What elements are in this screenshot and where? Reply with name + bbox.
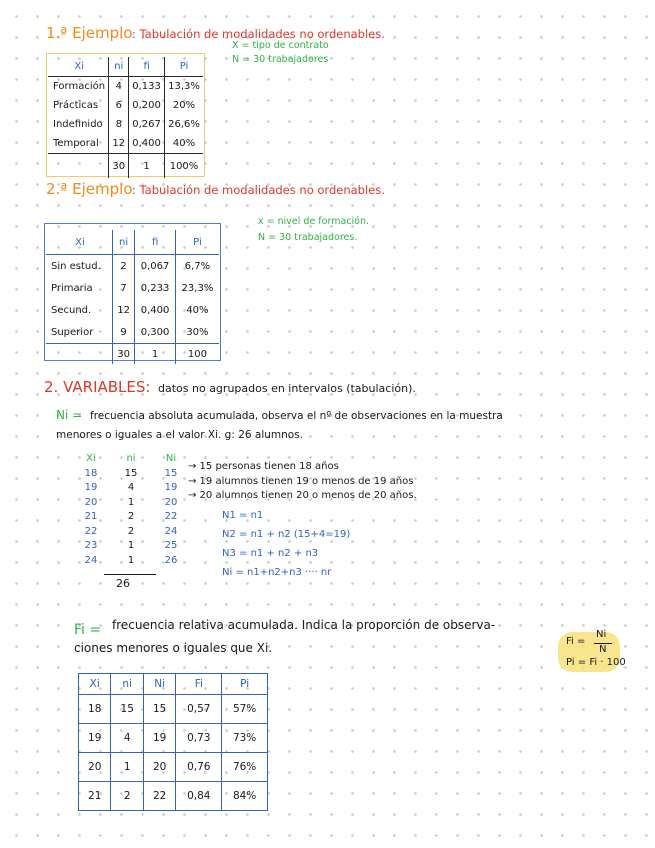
list-item: 24 (164, 525, 178, 537)
col-header: ni (111, 674, 143, 695)
cell: Primaria (46, 277, 112, 299)
table-row (46, 321, 219, 344)
table-total-row (48, 154, 203, 179)
Fi-definition-line1: frecuencia relativa acumulada. Indica la proporción de observa- (112, 618, 496, 632)
cell: 12 (109, 134, 129, 154)
cell: 0,200 (129, 96, 165, 115)
cell: Prácticas (48, 96, 109, 115)
col-header: Fi (176, 674, 222, 695)
table-total-row (46, 344, 219, 365)
cell: 26,6% (168, 119, 200, 130)
cell: 19 (79, 724, 111, 753)
cell: 0,84 (176, 782, 222, 811)
Fi-definition-line2: ciones menores o iguales que Xi. (74, 641, 273, 655)
cell: 76% (222, 753, 268, 782)
list-item: 21 (84, 511, 98, 522)
example2-title-number: 2.ª Ejemplo (46, 180, 133, 198)
cell: Formación (48, 77, 109, 97)
example2-table (46, 230, 219, 364)
cell: 1 (135, 344, 176, 365)
col-header: Pi (165, 57, 204, 77)
cell: Sin estud. (46, 255, 112, 278)
list-col-xi (80, 452, 102, 568)
table-row (48, 115, 203, 134)
formula-line: N3 = n1 + n2 + n3 (222, 548, 319, 559)
cell: Superior (46, 321, 112, 344)
list-item: 22 (164, 511, 178, 522)
cell: 57% (222, 695, 268, 724)
list-item: 19 (164, 482, 178, 493)
col-header: fi (135, 230, 176, 255)
col-header: ni (112, 230, 134, 255)
list-item: 18 (84, 467, 98, 479)
table-row (48, 77, 203, 97)
cell: 1 (111, 753, 143, 782)
table-header-row (79, 674, 268, 695)
list-item: 1 (127, 554, 135, 566)
list-item: 2 (127, 525, 135, 537)
cell: 40% (186, 304, 209, 316)
cell: 15 (143, 695, 175, 724)
col-header: Ni (143, 674, 175, 695)
cell: 8 (109, 115, 129, 134)
list-item: 2 (127, 511, 135, 522)
cell: 21 (79, 782, 111, 811)
col-header: Pi (175, 230, 219, 255)
col-header: Xi (79, 674, 111, 695)
list-col-Ni (160, 452, 182, 568)
col-header: Xi (46, 230, 112, 255)
table-header-row (46, 230, 219, 255)
list-total: 26 (116, 577, 130, 590)
cell: 20 (79, 753, 111, 782)
list-item: 25 (164, 540, 178, 551)
cell: 20 (143, 753, 175, 782)
cell: 0,57 (176, 695, 222, 724)
Pi-formula: Pi = Fi · 100 (566, 657, 626, 668)
table-row (79, 753, 268, 782)
cell: 2 (112, 255, 134, 278)
cell: 0,400 (129, 134, 165, 154)
Ni-definition-line2: menores o iguales a el valor Xi. g: 26 alumnos. (56, 429, 304, 441)
Fi-formula-numerator: Ni (596, 629, 607, 640)
cell: 13,3% (168, 81, 200, 92)
cell: 18 (79, 695, 111, 724)
total-underline (104, 574, 156, 575)
cell: 4 (111, 724, 143, 753)
list-header: Xi (86, 453, 96, 464)
cell: 0,400 (135, 299, 176, 321)
cell: 30% (186, 326, 209, 338)
col-header: ni (109, 57, 129, 77)
list-item: 20 (164, 496, 178, 508)
col-header: Pi (222, 674, 268, 695)
cell: 100 (175, 344, 219, 365)
cell: 73% (222, 724, 268, 753)
cell: 0,76 (176, 753, 222, 782)
example1-note-x: X = tipo de contrato (232, 40, 329, 51)
cumulative-table (78, 673, 268, 811)
table-row (79, 782, 268, 811)
col-header: Xi (48, 57, 109, 77)
table-row (48, 134, 203, 154)
cell: 100% (165, 154, 204, 179)
example2-title: : Tabulación de modalidades no ordenables. (132, 183, 385, 197)
cell (48, 154, 109, 179)
note-line: → 20 alumnos tienen 20 o menos de 20 años. (188, 490, 417, 501)
example1-note-n: N = 30 trabajadores (232, 54, 329, 65)
list-item: 26 (164, 554, 178, 566)
formula-line: N1 = n1 (222, 510, 264, 521)
table-row (46, 277, 219, 299)
section-subtitle: datos no agrupados en intervalos (tabulación). (158, 382, 416, 395)
list-item: 23 (84, 540, 98, 551)
cell: 30 (109, 154, 129, 179)
cell: 30 (112, 344, 134, 365)
table-row (46, 299, 219, 321)
Ni-definition-line1: frecuencia absoluta acumulada, observa el nº de observaciones en la muestra (90, 410, 503, 422)
table-header-row (48, 57, 203, 77)
list-item: 15 (164, 467, 178, 479)
list-item: 1 (127, 540, 135, 551)
table-row (79, 724, 268, 753)
cell: 40% (172, 138, 196, 149)
table-row (79, 695, 268, 724)
table-row (46, 255, 219, 278)
Fi-label: Fi = (74, 622, 102, 638)
Ni-label: Ni = (56, 408, 83, 422)
list-item: 24 (84, 554, 98, 566)
Fi-formula-label: Fi = (566, 636, 586, 647)
cell: 2 (111, 782, 143, 811)
example1-table (48, 57, 203, 178)
cell: Indefinido (48, 115, 109, 134)
cell: 19 (143, 724, 175, 753)
list-item: 19 (84, 482, 98, 493)
cell: 84% (222, 782, 268, 811)
example1-title-number: 1.ª Ejemplo (46, 24, 133, 42)
cell: 23,3% (181, 282, 214, 294)
list-item: 1 (127, 496, 135, 508)
cell: 4 (109, 77, 129, 97)
cell: 0,233 (135, 277, 176, 299)
cell: Secund. (46, 299, 112, 321)
example2-note-n: N = 30 trabajadores. (258, 232, 358, 243)
formula-line: N2 = n1 + n2 (15+4=19) (222, 529, 351, 540)
cell: 20% (172, 100, 196, 111)
note-line: → 15 personas tienen 18 años (188, 461, 339, 472)
cell: 22 (143, 782, 175, 811)
cell: Temporal (48, 134, 109, 154)
example2-note-x: x = nivel de formación. (258, 216, 369, 227)
cell: 9 (112, 321, 134, 344)
cell: 0,300 (135, 321, 176, 344)
cell: 6 (109, 96, 129, 115)
cell: 6,7% (184, 260, 211, 272)
col-header: fi (129, 57, 165, 77)
cell: 15 (111, 695, 143, 724)
cell (46, 344, 112, 365)
cell: 12 (112, 299, 134, 321)
table-row (48, 96, 203, 115)
list-item: 22 (84, 525, 98, 537)
example1-title: : Tabulación de modalidades no ordenables. (132, 27, 385, 41)
note-line: → 19 alumnos tienen 19 o menos de 19 años (188, 476, 414, 487)
cell: 0,133 (129, 77, 165, 97)
cell: 0,067 (135, 255, 176, 278)
list-header: ni (126, 453, 136, 464)
list-item: 20 (84, 496, 98, 508)
list-item: 15 (124, 467, 138, 479)
formula-line: Ni = n1+n2+n3 ···· nr (222, 567, 332, 578)
section-number: 2. VARIABLES: (44, 378, 151, 396)
cell: 0,73 (176, 724, 222, 753)
list-col-ni (120, 452, 142, 568)
Fi-formula-denominator: N (599, 644, 607, 655)
cell: 1 (129, 154, 165, 179)
list-item: 4 (127, 482, 135, 493)
cell: 0,267 (129, 115, 165, 134)
list-header: Ni (165, 453, 177, 464)
cell: 7 (112, 277, 134, 299)
